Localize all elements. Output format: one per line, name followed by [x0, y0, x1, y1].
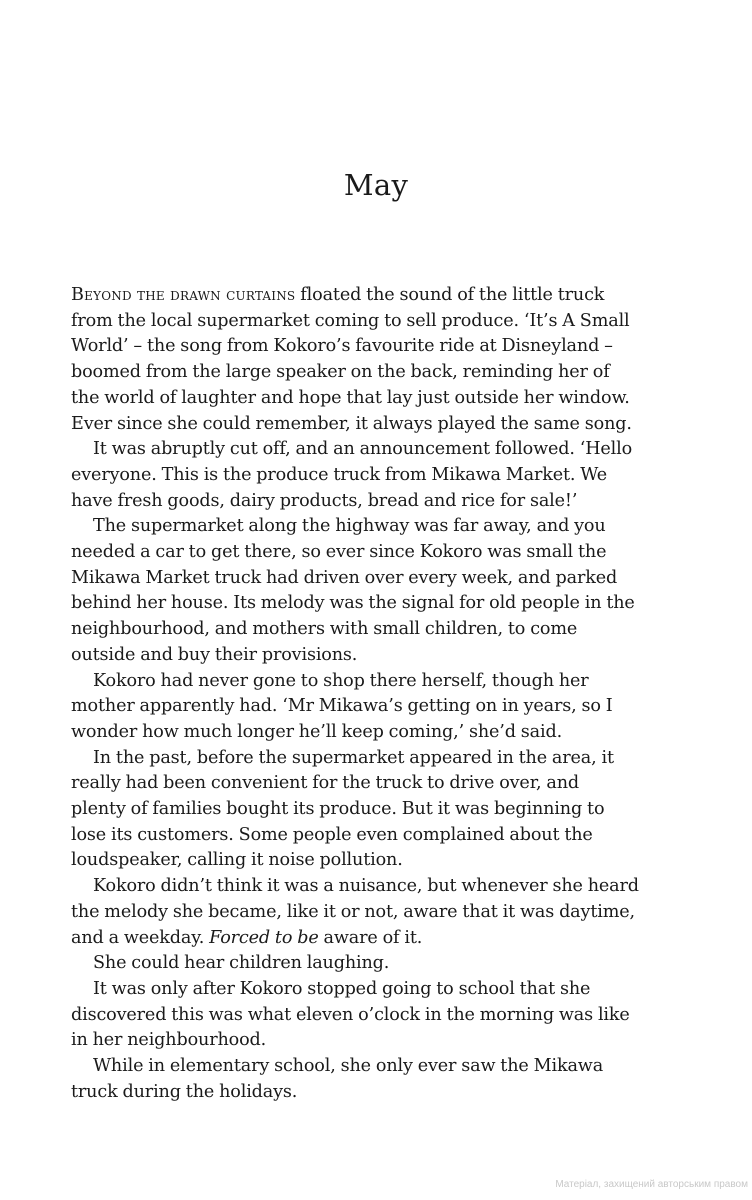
- text-line: plenty of families bought its produce. But it was beginning to: [71, 799, 605, 820]
- text-fragment: aware of it.: [318, 927, 423, 948]
- paragraph-5: [71, 746, 681, 875]
- text-line: from the local supermarket coming to sell produce. ‘It’s A Small: [71, 310, 630, 331]
- text-line: Ever since she could remember, it always played the same song.: [71, 413, 632, 434]
- italic-emphasis: Forced to be: [209, 927, 319, 948]
- text-line: neighbourhood, and mothers with small children, to come: [71, 619, 578, 640]
- paragraph-8: [71, 977, 681, 1054]
- text-line: behind her house. Its melody was the signal for old people in the: [71, 593, 635, 614]
- text-line: wonder how much longer he’ll keep coming,’ she’d said.: [71, 721, 563, 742]
- paragraph-4: [71, 669, 681, 746]
- text-line: It was only after Kokoro stopped going to school that she: [93, 978, 591, 999]
- text-line: [71, 283, 681, 309]
- text-line: Kokoro had never gone to shop there herself, though her: [93, 670, 589, 691]
- text-fragment: and a weekday.: [71, 927, 210, 948]
- text-line: She could hear children laughing.: [93, 953, 390, 974]
- text-line: World’ – the song from Kokoro’s favourite ride at Disneyland –: [71, 336, 613, 357]
- text-line: While in elementary school, she only ever saw the Mikawa: [93, 1056, 604, 1077]
- text-line: Kokoro didn’t think it was a nuisance, but whenever she heard: [93, 876, 639, 897]
- text-line: boomed from the large speaker on the back, reminding her of: [71, 362, 610, 383]
- opening-smallcaps: Beyond the drawn curtains: [71, 285, 296, 305]
- text-line: mother apparently had. ‘Mr Mikawa’s getting on in years, so I: [71, 696, 613, 717]
- paragraph-6: [71, 874, 681, 951]
- paragraph-7: [71, 951, 681, 977]
- text-line: [71, 926, 681, 952]
- text-line: everyone. This is the produce truck from Mikawa Market. We: [71, 464, 608, 485]
- text-line: Mikawa Market truck had driven over every week, and parked: [71, 567, 618, 588]
- text-line: It was abruptly cut off, and an announcement followed. ‘Hello: [93, 439, 633, 460]
- text-line: really had been convenient for the truck to drive over, and: [71, 773, 580, 794]
- paragraph-3: [71, 514, 681, 668]
- text-fragment: floated the sound of the little truck: [295, 285, 605, 305]
- text-line: The supermarket along the highway was far away, and you: [93, 516, 606, 537]
- text-line: lose its customers. Some people even complained about the: [71, 824, 593, 845]
- paragraph-9: [71, 1054, 681, 1105]
- text-line: truck during the holidays.: [71, 1081, 298, 1102]
- chapter-title: May: [343, 168, 409, 202]
- book-page: [71, 0, 681, 1200]
- copyright-watermark: Матеріал, захищений авторським правом: [555, 1179, 748, 1190]
- text-line: the melody she became, like it or not, aware that it was daytime,: [71, 901, 635, 922]
- text-line: loudspeaker, calling it noise pollution.: [71, 850, 403, 871]
- paragraph-2: [71, 437, 681, 514]
- text-line: needed a car to get there, so ever since Kokoro was small the: [71, 542, 607, 563]
- text-line: outside and buy their provisions.: [71, 644, 358, 665]
- text-line: the world of laughter and hope that lay just outside her window.: [71, 387, 630, 408]
- text-line: have fresh goods, dairy products, bread and rice for sale!’: [71, 490, 578, 511]
- chapter-body: [71, 283, 681, 1106]
- text-line: in her neighbourhood.: [71, 1030, 267, 1051]
- paragraph-1: [71, 283, 681, 437]
- text-line: discovered this was what eleven o’clock in the morning was like: [71, 1004, 630, 1025]
- text-line: In the past, before the supermarket appeared in the area, it: [93, 747, 614, 768]
